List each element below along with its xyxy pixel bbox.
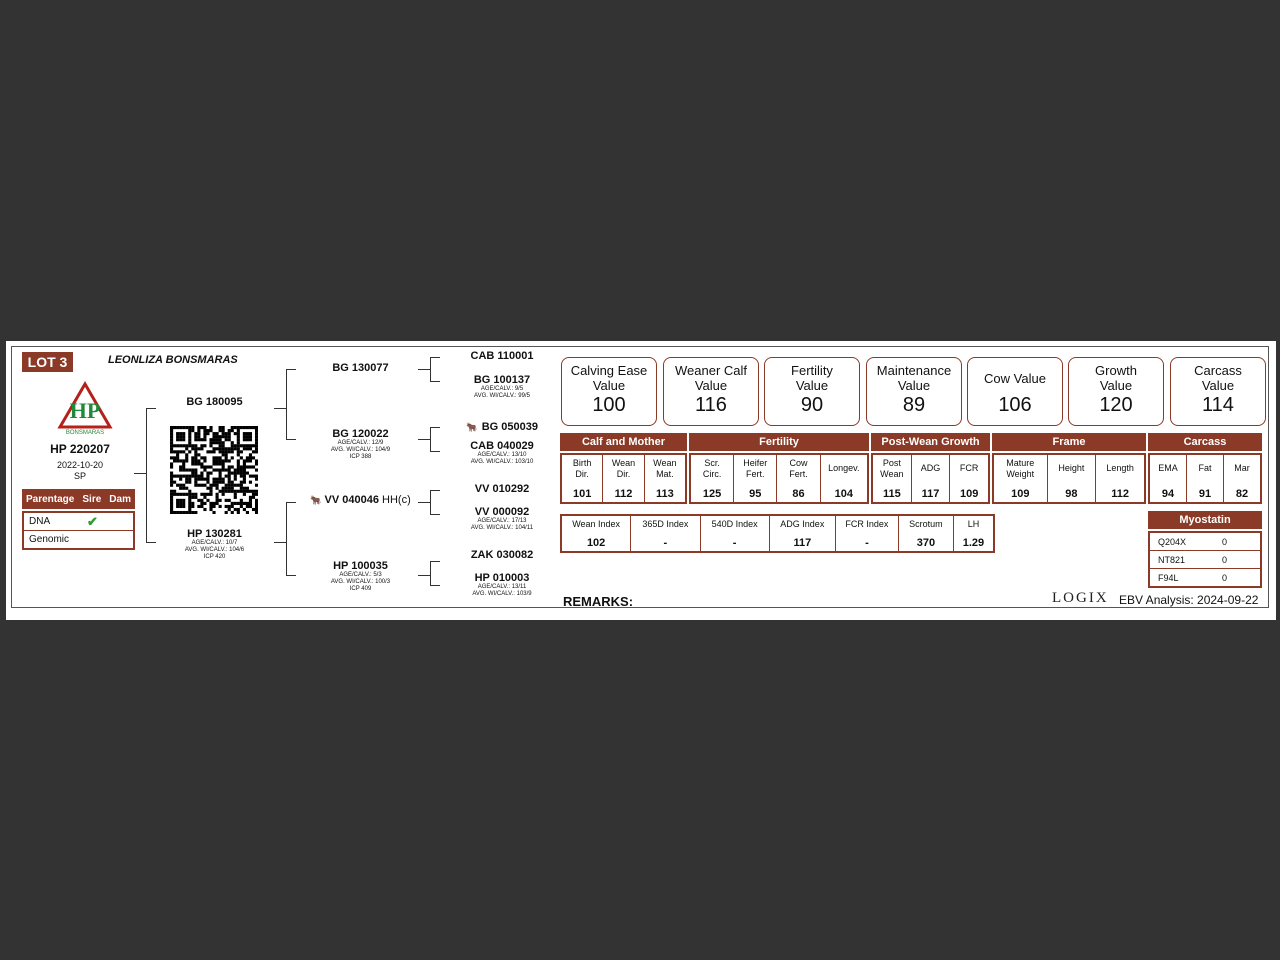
ebv-cell [1186,455,1223,502]
value-box-calving-ease [561,357,657,426]
ebv-cell-value: 95 [749,488,762,500]
ebv-cell-value: 94 [1161,488,1175,500]
fertility-cells [689,453,869,504]
carcass-cells [1148,453,1262,504]
remarks-label: REMARKS: [563,594,634,609]
parentage-row-genomic [24,530,133,548]
sire-dam-sire-id: BG 050039 [481,421,538,433]
ebv-cell-value: 113 [655,488,674,500]
dam-sire-dam-id: VV 000092 [474,506,530,518]
bull-icon: 🐂 [466,422,478,432]
value-box-number: 116 [695,394,727,416]
value-box-label: Calving Ease Value [570,363,648,393]
parentage-table [22,489,135,550]
ebv-cell-value: 117 [921,488,940,500]
dam-sire-dam-age-calv: AGE/CALV.: 17/13 [477,518,527,524]
ebv-cell-label: Birth Dir. [572,458,592,479]
parentage-row-dna [24,513,133,530]
myostatin-label: NT821 [1158,554,1186,565]
myostatin-row [1150,550,1260,568]
sire-sire-dam-age-calv: AGE/CALV.: 9/5 [480,386,524,392]
dam-id: HP 130281 [187,528,242,540]
index-value: 1.29 [962,537,985,549]
ebv-cell-label: Mature Weight [1006,458,1035,479]
value-box-carcass [1170,357,1266,426]
value-box-label: Fertility Value [791,363,833,393]
dam-dam-dam-id: HP 010003 [474,572,530,584]
myostatin-label: F94L [1158,572,1179,583]
ebv-cell-label: ADG [920,463,941,473]
sire-sire-sire-id: CAB 110001 [470,350,534,362]
sire-dam-age-calv: AGE/CALV.: 12/9 [337,440,384,446]
dam-dam-id: HP 100035 [333,560,388,572]
card-border [11,346,1269,608]
parentage-header-sire: Sire [82,493,102,505]
myostatin-header: Myostatin [1148,511,1262,529]
ebv-analysis-date: EBV Analysis: 2024-09-22 [1119,593,1259,607]
value-box-number: 100 [592,394,626,416]
sire-dam-dam-block [448,440,556,466]
index-cell [769,516,835,551]
index-value: - [663,537,668,549]
index-label: ADG Index [780,519,825,529]
ebv-cell-label: Longev. [828,463,860,473]
value-box-label: Growth Value [1095,363,1137,393]
index-cell [953,516,993,551]
ebv-cell-value: 112 [1111,488,1129,500]
group-header-post-wean: Post-Wean Growth [871,433,990,451]
ebv-cell-label: Heifer Fert. [743,458,768,479]
index-cell [700,516,769,551]
value-box-fertility [764,357,860,426]
index-cell [898,516,953,551]
ebv-cell-label: Length [1106,463,1134,473]
value-box-number: 89 [902,394,926,416]
ebv-cell [1095,455,1144,502]
frame-cells [992,453,1146,504]
ebv-cell-value: 115 [882,488,901,500]
group-header-calf-mother: Calf and Mother [560,433,687,451]
value-box-growth [1068,357,1164,426]
ebv-cell [602,455,643,502]
ebv-cell [733,455,776,502]
ebv-cell-label: Height [1058,463,1085,473]
sire-sire-dam-avg-wi: AVG. WI/CALV.: 99/5 [474,393,530,399]
post-wean-cells [871,453,990,504]
ebv-cell [949,455,988,502]
dam-sire-block [298,494,423,506]
value-box-maintenance [866,357,962,426]
ebv-cell-value: 112 [614,488,633,500]
ebv-cell-label: FCR [959,463,979,473]
farm-name: LEONLIZA BONSMARAS [108,354,238,366]
sale-lot-card [6,341,1276,620]
sire-dam-block [308,428,413,461]
parentage-header-dam: Dam [109,493,131,505]
value-box-weaner-calf [663,357,759,426]
animal-type: SP [73,471,86,481]
dam-dam-block [308,560,413,593]
ebv-cell-value: 101 [572,488,592,500]
sire-sire-dam-block [448,374,556,400]
dam-dam-avg-wi: AVG. WI/CALV.: 100/3 [330,579,391,585]
ebv-cell-label: Cow Fert. [789,458,808,479]
dam-sire-id: VV 040046 [324,494,379,506]
calf-mother-cells [560,453,687,504]
value-box-number: 114 [1202,394,1234,416]
group-header-carcass: Carcass [1148,433,1262,451]
index-label: 540D Index [711,519,758,529]
parentage-body [22,511,135,550]
dam-block [162,528,267,561]
dam-dam-dam-block [448,572,556,598]
value-box-label: Weaner Calf Value [674,363,747,393]
animal-dob: 2022-10-20 [56,460,104,470]
value-box-number: 106 [998,394,1032,416]
dam-sire-suffix: HH(c) [382,494,411,506]
ebv-cell-value: 82 [1235,488,1249,500]
myostatin-value: 0 [1222,572,1228,583]
qr-code [170,426,258,519]
index-table [560,514,995,553]
sire-dam-dam-age-calv: AGE/CALV.: 13/10 [477,452,527,458]
logix-logo: LOGIX [1052,590,1109,606]
ebv-cell-value: 98 [1065,488,1078,500]
ebv-cell [562,455,602,502]
ebv-cell [1223,455,1260,502]
bull-icon: 🐂 [310,495,322,505]
index-cell [630,516,699,551]
ebv-cell [873,455,911,502]
value-box-number: 120 [1099,394,1133,416]
myostatin-value: 0 [1222,536,1228,547]
index-value: 370 [916,537,936,549]
ebv-cell-value: 109 [1011,488,1030,500]
animal-id: HP 220207 [50,442,110,456]
index-value: 117 [793,537,812,549]
myostatin-row [1150,568,1260,586]
index-label: Scrotum [909,519,943,529]
ebv-cell-label: Fat [1198,463,1212,473]
sire-dam-icp: ICP 388 [349,454,372,460]
ebv-cell-value: 104 [834,488,853,500]
ebv-cell [691,455,733,502]
hp-logo [56,381,114,435]
dam-avg-wi: AVG. WI/CALV.: 104/6 [184,547,245,553]
ebv-cell-label: Wean Mat. [653,458,677,479]
sire-dam-dam-id: CAB 040029 [470,440,534,452]
sire-dam-id: BG 120022 [332,428,389,440]
ebv-cell [994,455,1047,502]
ebv-cell [644,455,685,502]
ebv-cell-label: Wean Dir. [611,458,636,479]
value-box-label: Cow Value [984,371,1046,386]
sire-sire-dam-id: BG 100137 [473,374,531,386]
parentage-header-label: Parentage [26,493,75,505]
ebv-cell [911,455,950,502]
ebv-cell-label: EMA [1158,463,1178,473]
ebv-cell [1047,455,1096,502]
value-box-cow-value [967,357,1063,426]
dam-sire-sire-id: VV 010292 [474,483,530,495]
ebv-cell-value: 86 [792,488,805,500]
index-value: - [865,537,869,549]
dam-sire-dam-block [448,506,556,532]
myostatin-label: Q204X [1158,536,1187,547]
group-header-frame: Frame [992,433,1146,451]
ebv-cell-value: 125 [702,488,722,500]
ebv-cell [776,455,819,502]
index-label: FCR Index [845,519,889,529]
parentage-row-label: DNA [29,516,51,527]
sire-dam-sire-block [448,417,556,435]
ebv-cell-value: 109 [960,488,979,500]
index-value: - [732,537,737,549]
ebv-cell-label: Mar [1234,463,1250,473]
value-box-number: 90 [800,394,824,416]
ebv-cell-value: 91 [1198,488,1212,500]
parentage-row-label: Genomic [29,534,70,545]
myostatin-value: 0 [1222,554,1228,565]
ebv-cell [1150,455,1186,502]
index-value: 102 [586,537,606,549]
sire-dam-avg-wi: AVG. WI/CALV.: 104/9 [330,447,391,453]
myostatin-body [1148,531,1262,588]
myostatin-row [1150,533,1260,550]
group-header-fertility: Fertility [689,433,869,451]
dam-dam-sire-id: ZAK 030082 [470,549,534,561]
sire-id: BG 180095 [186,396,243,408]
ebv-cell-label: Post Wean [880,458,904,479]
dam-sire-dam-avg-wi: AVG. WI/CALV.: 104/11 [470,525,534,531]
sire-dam-dam-avg-wi: AVG. WI/CALV.: 103/10 [470,459,534,465]
svg-text:HP: HP [69,398,101,423]
dam-age-calv: AGE/CALV.: 10/7 [191,540,238,546]
value-box-label: Maintenance Value [876,363,952,393]
index-label: LH [967,519,980,529]
svg-text:BONSMARAS: BONSMARAS [65,430,105,435]
index-cell [835,516,898,551]
index-label: 365D Index [642,519,689,529]
index-cell [562,516,630,551]
myostatin-table [1148,511,1262,588]
dam-dam-dam-age-calv: AGE/CALV.: 13/11 [477,584,527,590]
lot-badge: LOT 3 [22,352,73,372]
check-icon: ✔ [87,513,98,529]
dam-icp: ICP 420 [203,554,226,560]
dam-dam-icp: ICP 409 [349,586,372,592]
parentage-header [22,489,135,509]
value-box-label: Carcass Value [1194,363,1242,393]
index-label: Wean Index [572,519,621,529]
dam-dam-dam-avg-wi: AVG. WI/CALV.: 103/9 [472,591,532,597]
dam-dam-age-calv: AGE/CALV.: 5/3 [339,572,382,578]
sire-sire-id: BG 130077 [332,362,389,374]
ebv-cell-label: Scr. Circ. [702,458,722,479]
ebv-cell [820,455,867,502]
